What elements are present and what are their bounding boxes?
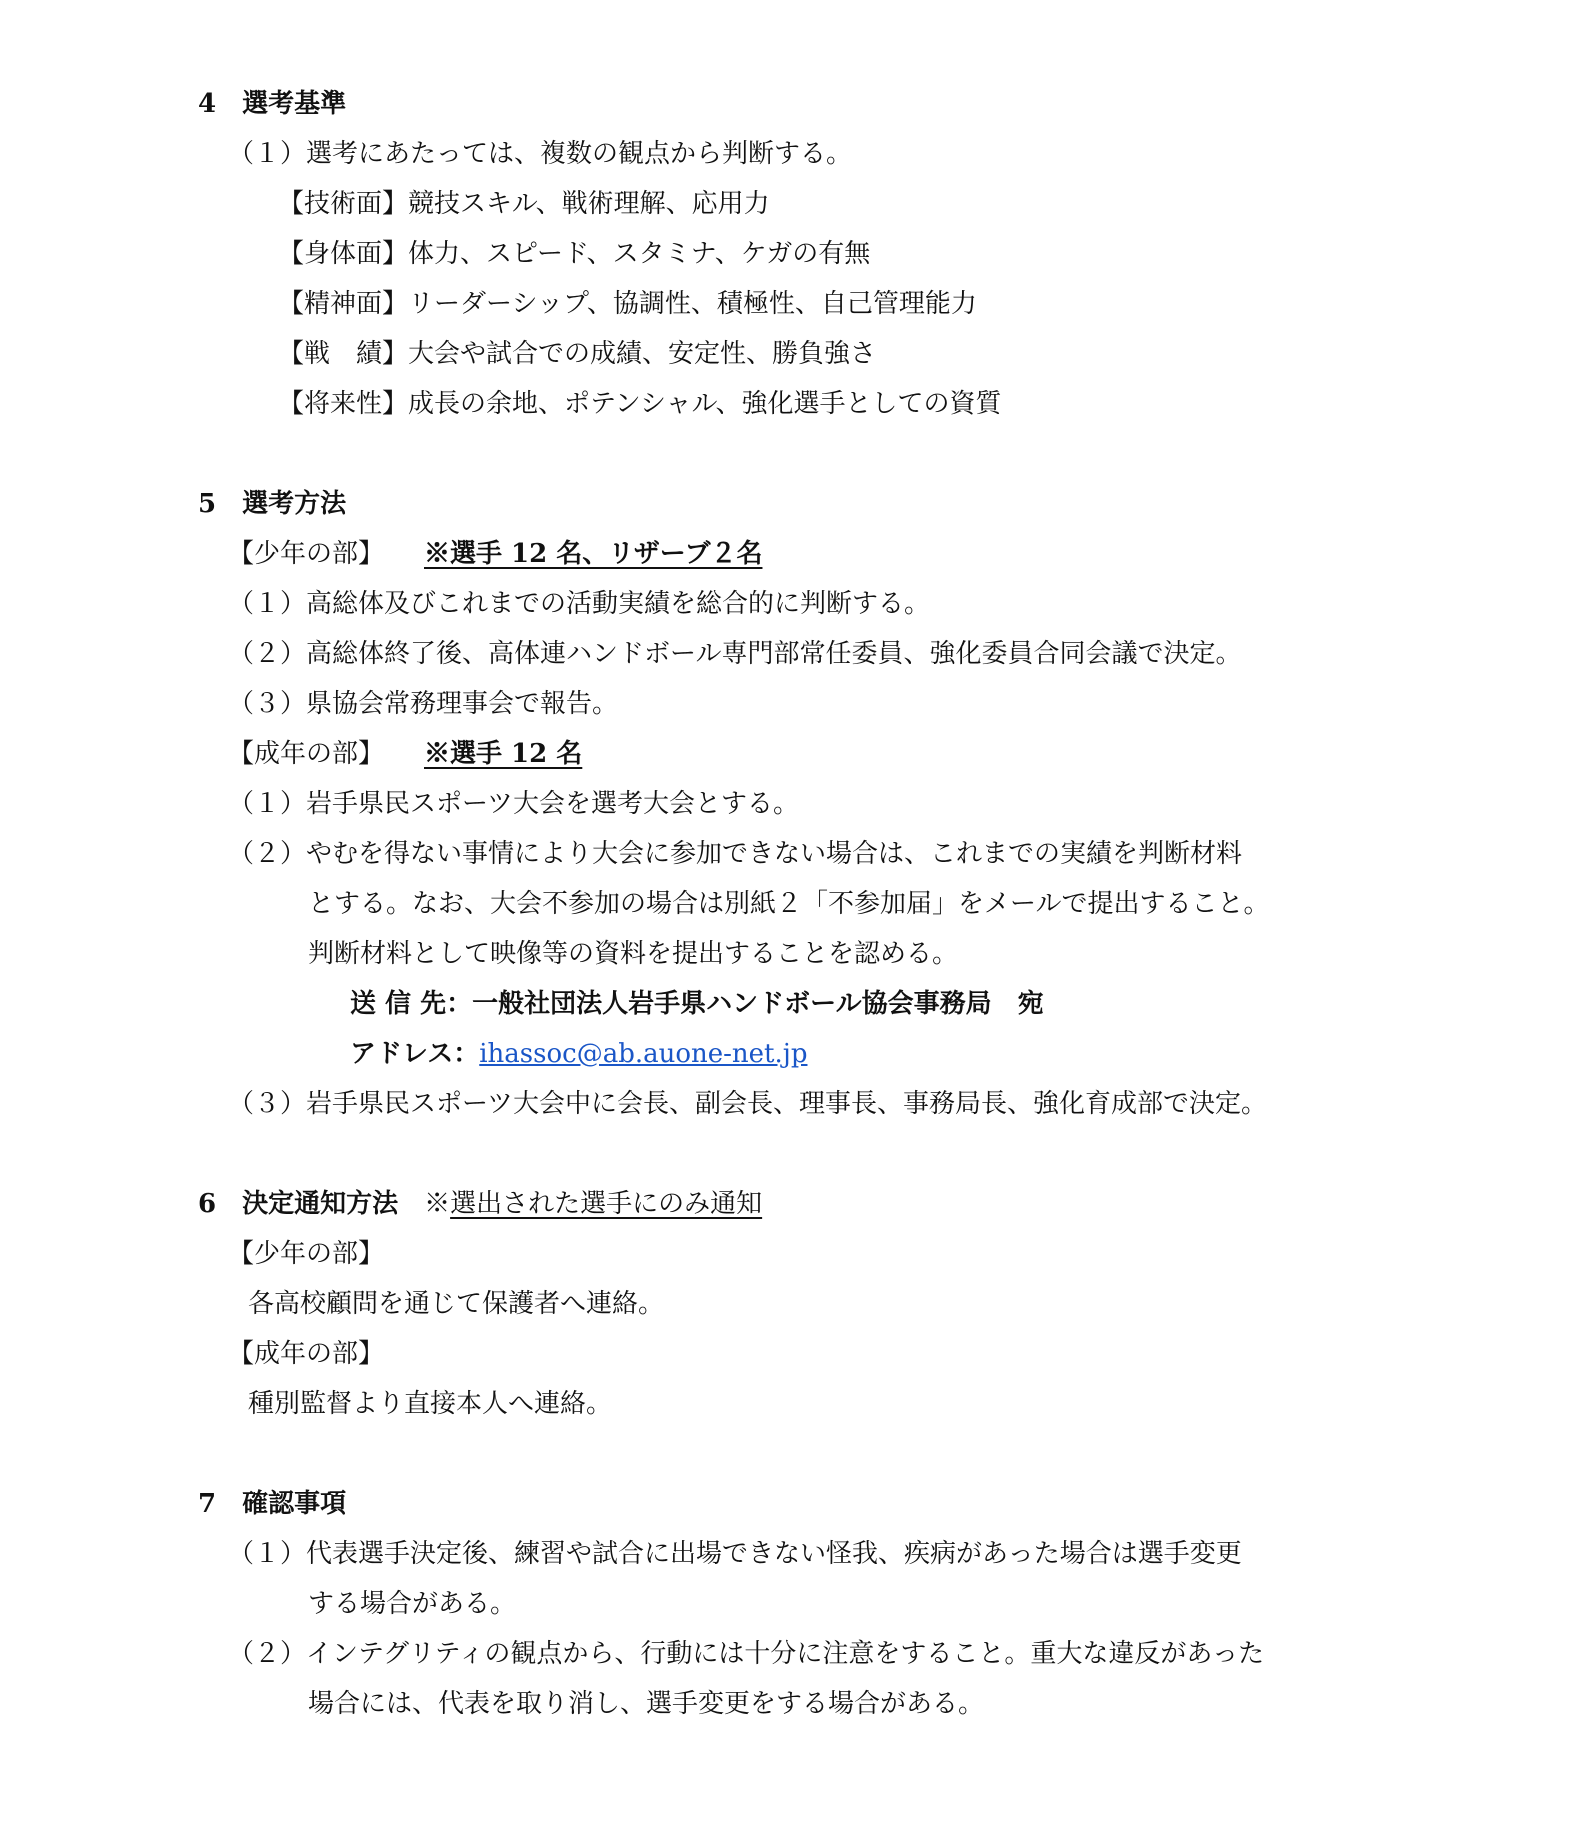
criteria-mental: 【精神面】リーダーシップ、協調性、積極性、自己管理能力 [278, 289, 977, 319]
boys-item-1: （１）高総体及びこれまでの活動実績を総合的に判断する。 [228, 589, 931, 619]
section-7-heading: 7 確認事項 [198, 1489, 347, 1519]
criteria-record: 【戦 績】大会や試合での成績、安定性、勝負強さ [278, 339, 877, 369]
criteria-physical: 【身体面】体力、スピード、スタミナ、ケガの有無 [278, 239, 871, 269]
confirm-item-1-line-1: （１）代表選手決定後、練習や試合に出場できない怪我、疾病があった場合は選手変更 [228, 1539, 1242, 1569]
address-label: アドレス： [350, 1039, 480, 1069]
boys-item-3: （３）県協会常務理事会で報告。 [228, 689, 619, 719]
section-6-note-mark: ※ [424, 1189, 451, 1219]
notify-adult-label: 【成年の部】 [228, 1339, 385, 1369]
notify-boys-label: 【少年の部】 [228, 1239, 385, 1269]
adult-item-1: （１）岩手県民スポーツ大会を選考大会とする。 [228, 789, 799, 819]
adult-division-label: 【成年の部】 [228, 739, 385, 769]
adult-item-2-line-1: （２）やむを得ない事情により大会に参加できない場合は、これまでの実績を判断材料 [228, 839, 1243, 869]
send-to-line: 送 信 先：一般社団法人岩手県ハンドボール協会事務局 宛 [350, 989, 1044, 1019]
boys-division-note: ※選手 12 名、リザーブ２名 [424, 539, 763, 569]
adult-item-2-line-2: とする。なお、大会不参加の場合は別紙２「不参加届」をメールで提出すること。 [308, 889, 1270, 919]
confirm-item-1-line-2: する場合がある。 [308, 1589, 517, 1619]
confirm-item-2-line-2: 場合には、代表を取り消し、選手変更をする場合がある。 [308, 1689, 985, 1719]
section-5-heading: 5 選考方法 [198, 489, 347, 519]
adult-item-3: （３）岩手県民スポーツ大会中に会長、副会長、理事長、事務局長、強化育成部で決定。 [228, 1089, 1267, 1119]
adult-item-2-line-3: 判断材料として映像等の資料を提出することを認める。 [308, 939, 959, 969]
address-line [350, 1036, 807, 1072]
adult-division-note: ※選手 12 名 [424, 739, 583, 769]
section-4-item-1: （１）選考にあたっては、複数の観点から判断する。 [228, 139, 853, 169]
criteria-future: 【将来性】成長の余地、ポテンシャル、強化選手としての資質 [278, 389, 1002, 419]
notify-adult-text: 種別監督より直接本人へ連絡。 [248, 1389, 613, 1419]
criteria-technical: 【技術面】競技スキル、戦術理解、応用力 [278, 189, 770, 219]
section-6-note: 選出された選手にのみ通知 [450, 1189, 763, 1219]
section-4-heading: 4 選考基準 [198, 89, 347, 119]
boys-item-2: （２）高総体終了後、高体連ハンドボール専門部常任委員、強化委員合同会議で決定。 [228, 639, 1242, 669]
notify-boys-text: 各高校顧問を通じて保護者へ連絡。 [248, 1289, 665, 1319]
section-6-heading: 6 決定通知方法 [198, 1189, 399, 1219]
section-6-heading-line [198, 1186, 762, 1222]
boys-division-label: 【少年の部】 [228, 539, 385, 569]
email-link[interactable]: ihassoc@ab.auone-net.jp [479, 1039, 808, 1069]
confirm-item-2-line-1: （２）インテグリティの観点から、行動には十分に注意をすること。重大な違反があった [228, 1639, 1265, 1669]
